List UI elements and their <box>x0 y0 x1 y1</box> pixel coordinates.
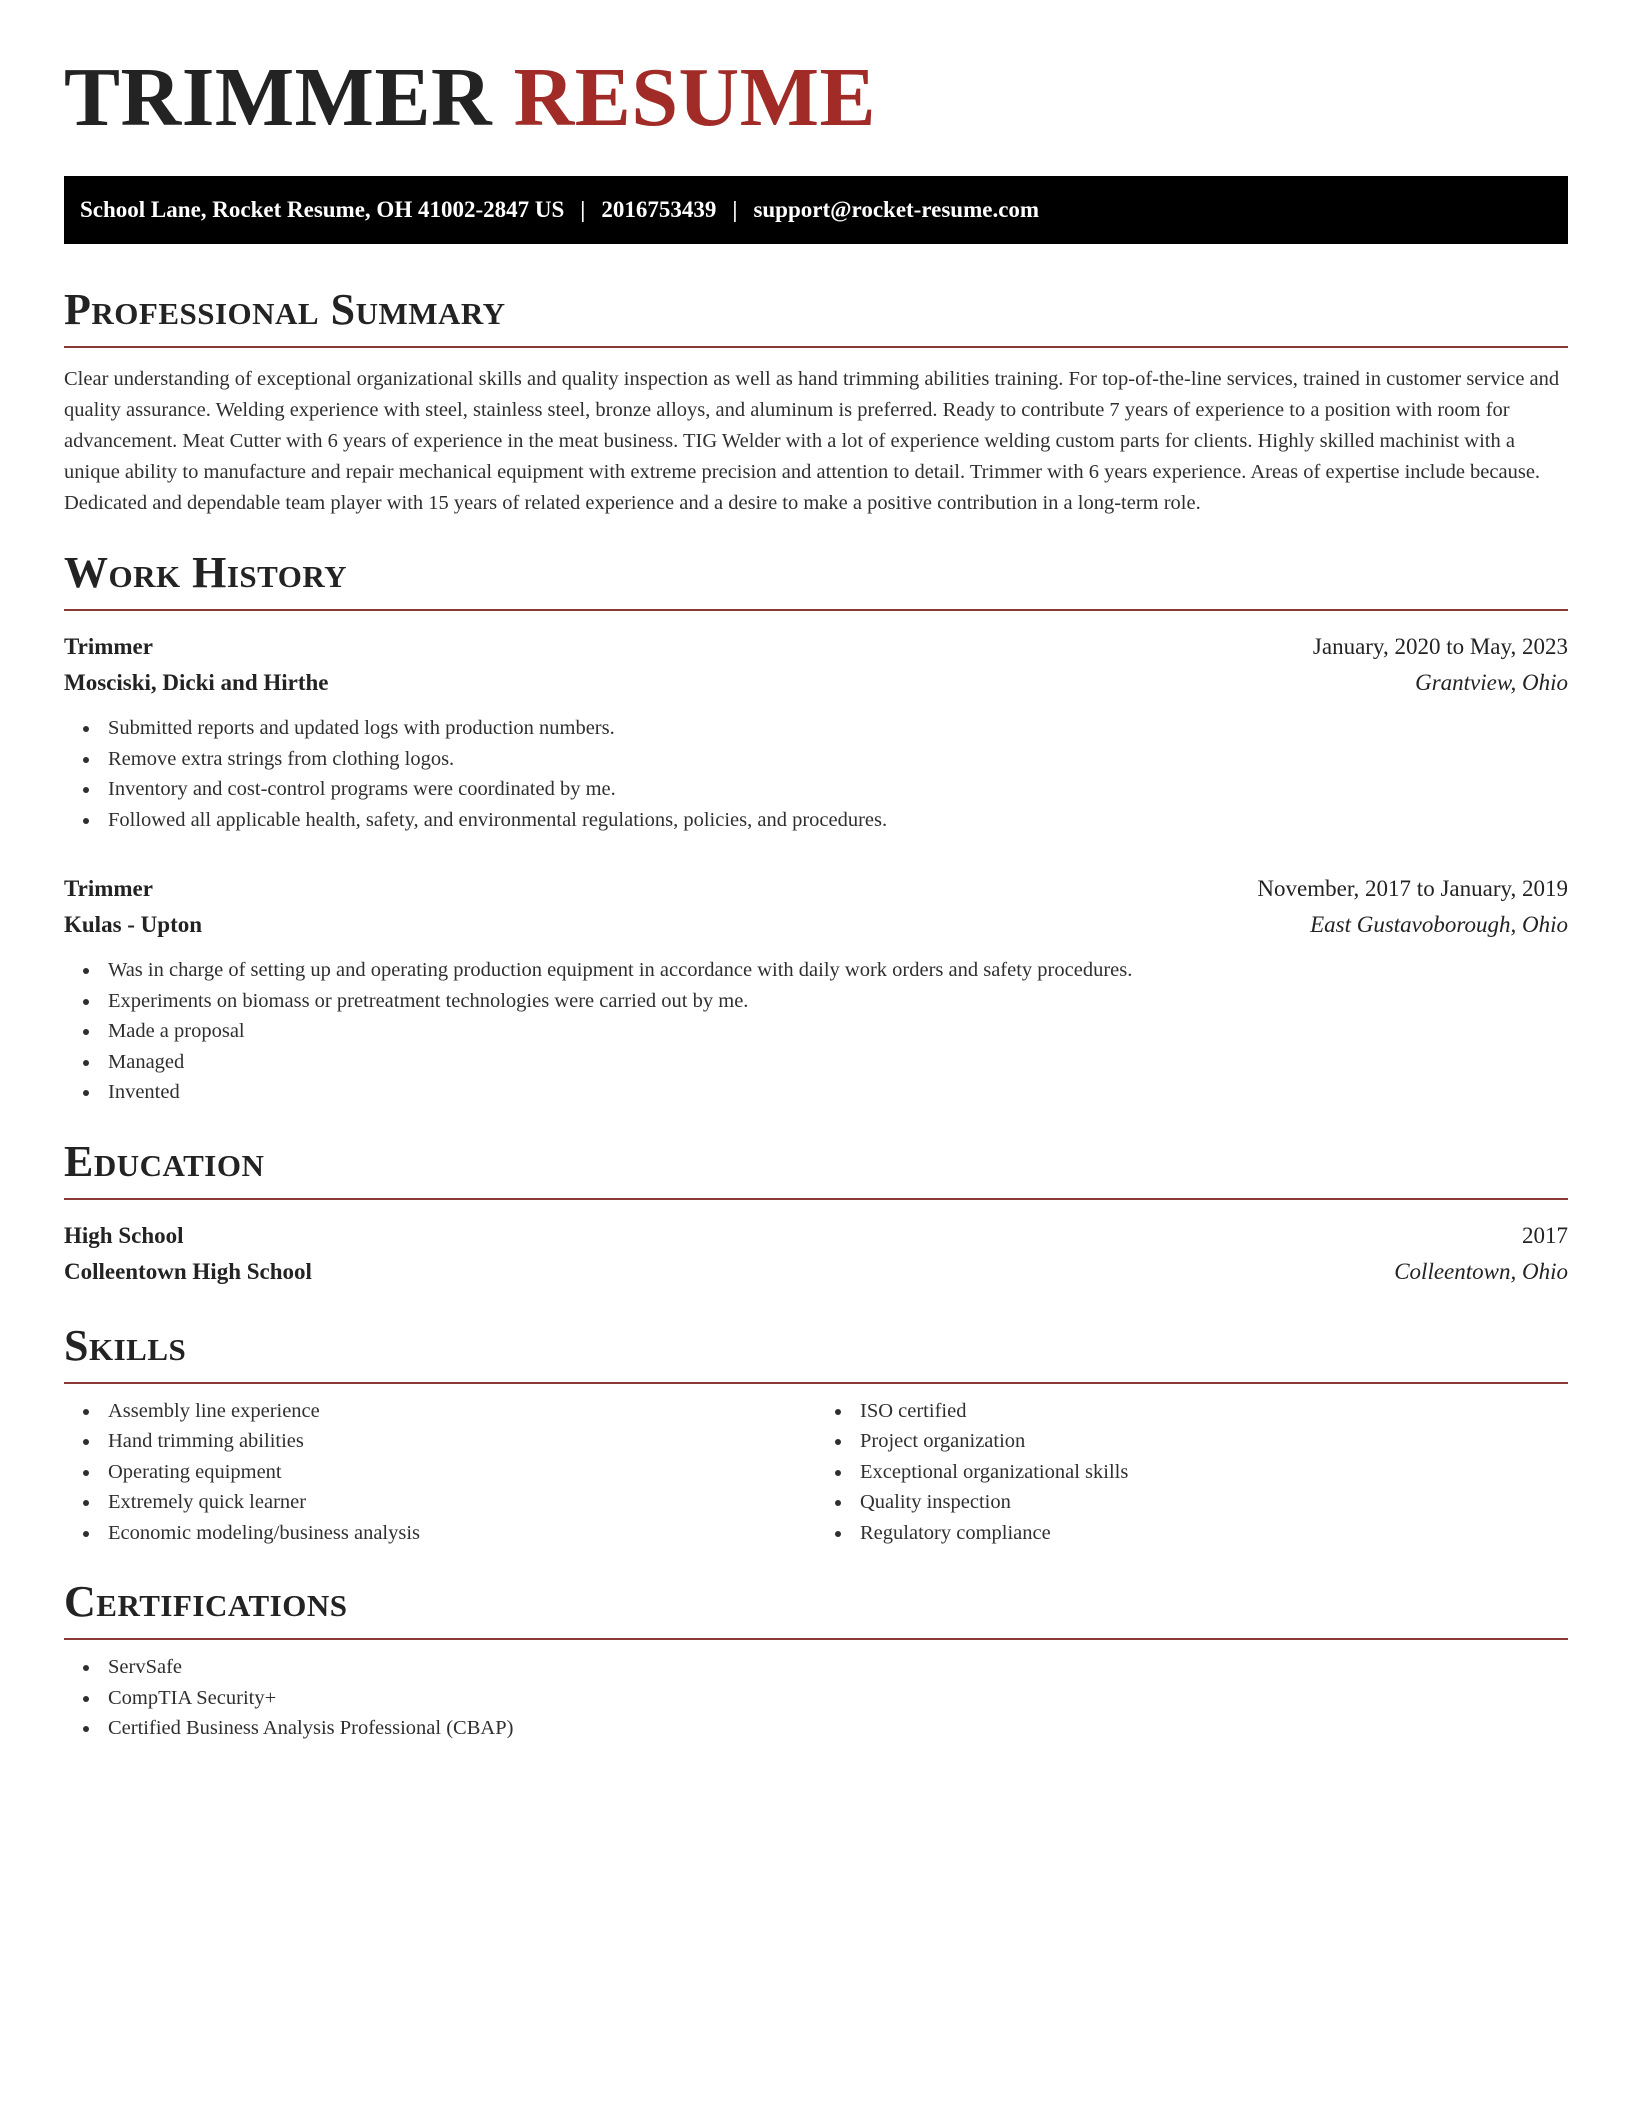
education-year: 2017 <box>1522 1222 1568 1248</box>
list-item: Was in charge of setting up and operating production equipment in accordance with daily work orders and safety procedures. <box>108 955 1568 986</box>
section-title-skills: Skills <box>64 1320 187 1370</box>
job-title: Trimmer <box>64 634 153 659</box>
education-section <box>64 1136 1568 1290</box>
skills-section <box>64 1320 1568 1549</box>
job-duties-list <box>64 713 1568 835</box>
job-title: Trimmer <box>64 876 153 901</box>
section-divider <box>64 346 1568 348</box>
contact-phone: 2016753439 <box>601 197 717 222</box>
list-item: Managed <box>108 1047 1568 1078</box>
job-dates: January, 2020 to May, 2023 <box>1312 634 1568 659</box>
list-item: Invented <box>108 1077 1568 1108</box>
list-item: Followed all applicable health, safety, and environmental regulations, policies, and procedures. <box>108 805 1568 836</box>
list-item: Operating equipment <box>108 1457 816 1488</box>
contact-address: School Lane, Rocket Resume, OH 41002-2847 US <box>80 197 565 222</box>
job-entry <box>64 871 1568 1108</box>
education-entry <box>64 1218 1568 1290</box>
list-item: Inventory and cost-control programs were coordinated by me. <box>108 774 1568 805</box>
list-item: Experiments on biomass or pretreatment technologies were carried out by me. <box>108 986 1568 1017</box>
section-title-summary: Professional Summary <box>64 285 506 334</box>
certifications-section <box>64 1577 1568 1744</box>
job-dates: November, 2017 to January, 2019 <box>1257 876 1568 901</box>
summary-section <box>64 285 1568 519</box>
section-divider <box>64 609 1568 611</box>
resume-name <box>64 51 1568 144</box>
list-item: Hand trimming abilities <box>108 1426 816 1457</box>
list-item: Economic modeling/business analysis <box>108 1518 816 1549</box>
job-company: Kulas - Upton <box>64 912 203 937</box>
list-item: ISO certified <box>860 1396 1568 1427</box>
list-item: Extremely quick learner <box>108 1487 816 1518</box>
skills-list-right <box>816 1396 1568 1549</box>
section-divider <box>64 1198 1568 1200</box>
education-school-row <box>64 1254 1568 1290</box>
job-company: Mosciski, Dicki and Hirthe <box>64 670 329 695</box>
section-title-certifications: Certifications <box>64 1577 348 1626</box>
job-location: Grantview, Ohio <box>1415 670 1568 695</box>
job-duties-list <box>64 955 1568 1108</box>
list-item: Made a proposal <box>108 1016 1568 1047</box>
first-name: TRIMMER <box>64 51 493 144</box>
section-title-education: Education <box>64 1136 265 1186</box>
education-school: Colleentown High School <box>64 1258 312 1284</box>
job-header-row <box>64 629 1568 665</box>
list-item: CompTIA Security+ <box>108 1683 1568 1714</box>
list-item: Assembly line experience <box>108 1396 816 1427</box>
section-title-work-history: Work History <box>64 548 348 597</box>
list-item: Regulatory compliance <box>860 1518 1568 1549</box>
list-item: Quality inspection <box>860 1487 1568 1518</box>
job-header-row <box>64 871 1568 907</box>
summary-text: Clear understanding of exceptional organizational skills and quality inspection as well as hand trimming abilities training. For top-of-the-line services, trained in customer service and quality assurance. Welding experience with steel, stainless steel, bronze alloys, and aluminum is preferred. Ready to contribute 7 years of experience to a position with room for advancement. Meat Cutter with 6 years of experience in the meat business. TIG Welder with a lot of experience welding custom parts for clients. Highly skilled machinist with a unique ability to manufacture and repair mechanical equipment with extreme precision and attention to detail. Trimmer with 6 years experience. Areas of expertise include because. Dedicated and dependable team player with 15 years of related experience and a desire to make a positive contribution in a long-term role. <box>64 368 1560 514</box>
list-item: ServSafe <box>108 1652 1568 1683</box>
job-company-row <box>64 907 1568 943</box>
list-item: Exceptional organizational skills <box>860 1457 1568 1488</box>
job-location: East Gustavoborough, Ohio <box>1310 912 1568 937</box>
skills-list-left <box>64 1396 816 1549</box>
list-item: Certified Business Analysis Professional (CBAP) <box>108 1713 1568 1744</box>
certifications-list <box>64 1652 1568 1744</box>
section-divider <box>64 1638 1568 1640</box>
contact-separator: | <box>580 197 586 222</box>
job-entry <box>64 629 1568 835</box>
work-history-section <box>64 548 1568 1108</box>
education-location: Colleentown, Ohio <box>1394 1258 1568 1284</box>
contact-email: support@rocket-resume.com <box>753 197 1040 222</box>
list-item: Project organization <box>860 1426 1568 1457</box>
education-header-row <box>64 1218 1568 1254</box>
contact-separator: | <box>732 197 738 222</box>
contact-bar <box>64 176 1568 244</box>
list-item: Submitted reports and updated logs with production numbers. <box>108 713 1568 744</box>
last-name: RESUME <box>513 51 877 144</box>
education-degree: High School <box>64 1222 184 1248</box>
job-company-row <box>64 665 1568 701</box>
skills-grid <box>64 1384 1568 1549</box>
list-item: Remove extra strings from clothing logos. <box>108 744 1568 775</box>
